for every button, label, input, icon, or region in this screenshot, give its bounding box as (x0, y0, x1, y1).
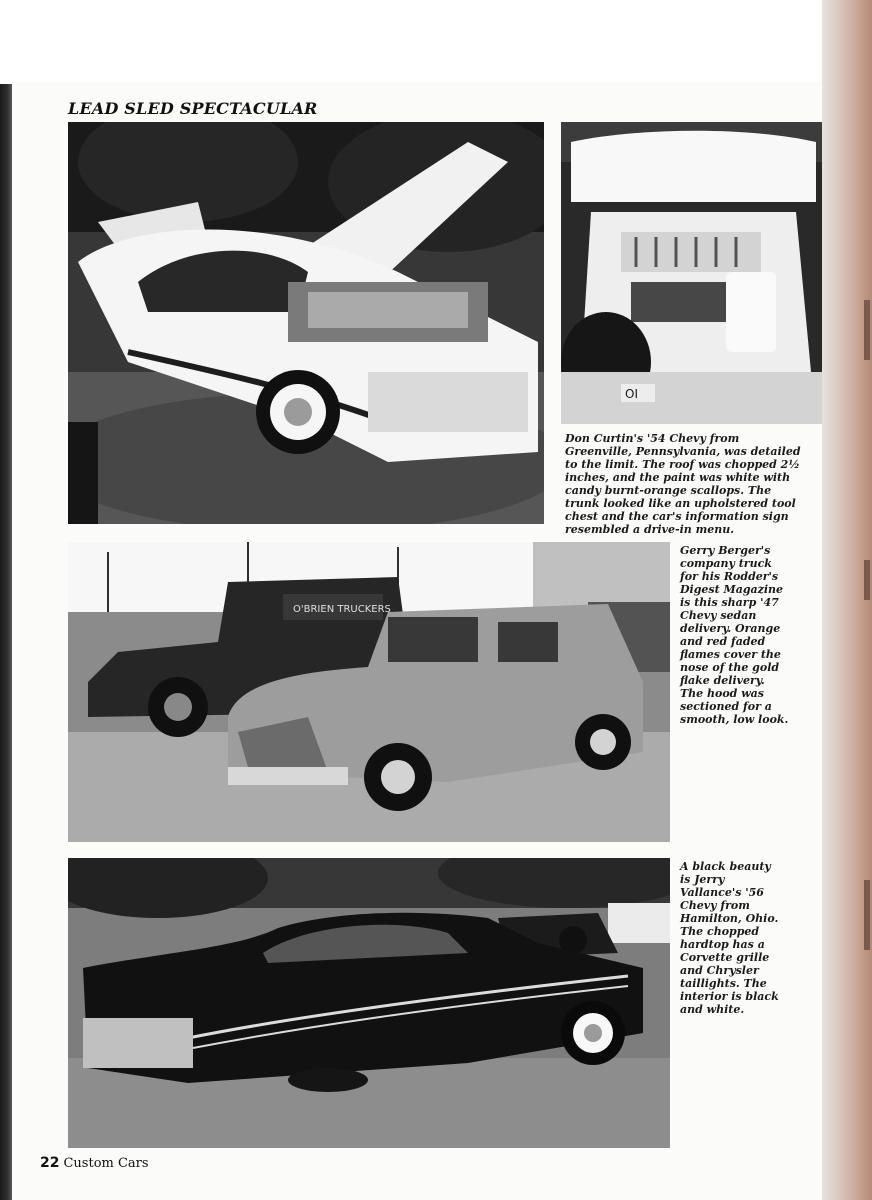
caption-jerry-vallance: A black beauty is Jerry Vallance's '56 Chevy from Hamilton, Ohio. The chopped hardtop has a Corvette grille and Chrysler taillights. The interior is black and white. (680, 860, 779, 1016)
caption-gerry-berger: Gerry Berger's company truck for his Rodder's Digest Magazine is this sharp '47 Chevy sedan delivery. Orange and red faded flames cover the nose of the gold flake delivery. The hood was sectioned for a smooth, low look. (680, 544, 789, 726)
publication-name: Custom Cars (63, 1156, 149, 1171)
page-footer (40, 1155, 149, 1171)
photo-54-chevy-trunk (561, 122, 822, 424)
photo-56-chevy-black (68, 858, 670, 1148)
scan-right-edge (822, 0, 872, 1200)
photo-54-chevy-hood-open (68, 122, 544, 524)
scan-left-edge (0, 84, 12, 1200)
caption-don-curtin: Don Curtin's '54 Chevy from Greenville, Pennsylvania, was detailed to the limit. The roof was chopped 2½ inches, and the paint was white with candy burnt-orange scallops. The trunk looked like an upholstered tool chest and the car's information sign resembled a drive-in menu. (565, 432, 801, 536)
svg-text:O'BRIEN TRUCKERS: O'BRIEN TRUCKERS (293, 604, 391, 615)
section-header: LEAD SLED SPECTACULAR (68, 99, 318, 118)
page-number: 22 (40, 1155, 60, 1171)
svg-text:OI: OI (625, 387, 638, 401)
photo-47-chevy-sedan-delivery (68, 542, 670, 842)
